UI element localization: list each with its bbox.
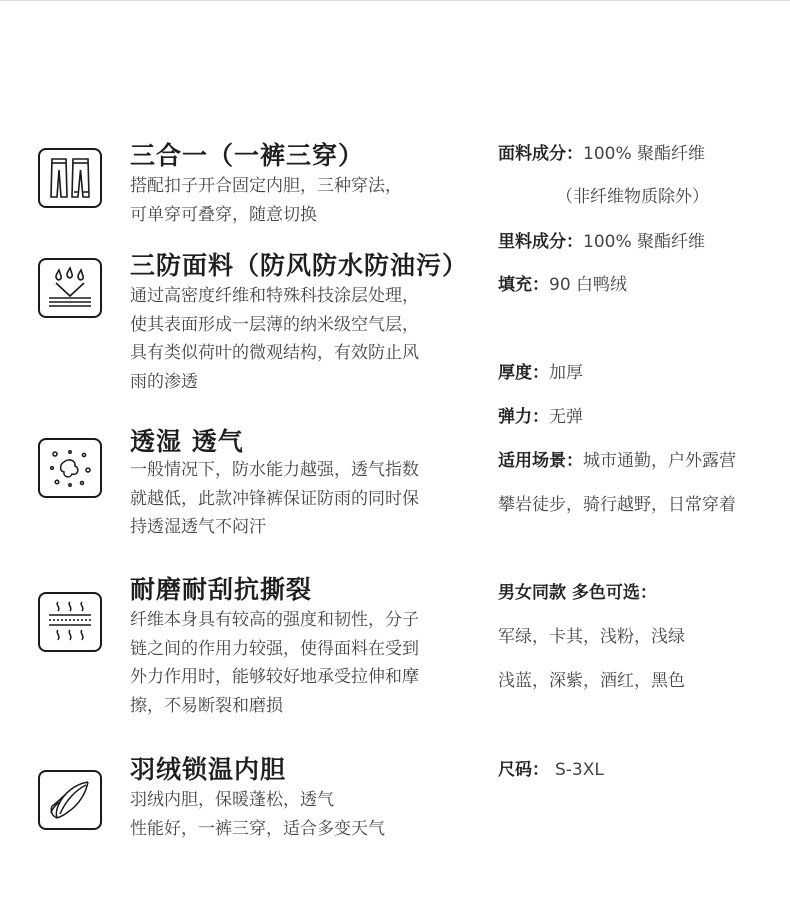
- feature-description: [130, 606, 470, 720]
- wear-resistant-icon: [38, 592, 102, 652]
- top-divider: [0, 0, 790, 1]
- feature-title: 羽绒锁温内胆: [130, 755, 287, 784]
- spec-value: 城市通勤，户外露营: [583, 451, 736, 471]
- spec-size: [498, 755, 604, 780]
- spec-scene: [498, 446, 736, 471]
- pants-icon: [38, 148, 102, 208]
- feature-description: [130, 282, 470, 396]
- feature-title: 三防面料（防风防水防油污）: [130, 251, 469, 280]
- desc-line: 使其表面形成一层薄的纳米级空气层，: [130, 314, 419, 335]
- desc-line: 搭配扣子开合固定内胆，三种穿法，: [130, 176, 402, 196]
- breathable-icon: [38, 438, 102, 498]
- waterproof-icon: [38, 258, 102, 318]
- spec-value: 100% 聚酯纤维: [583, 144, 706, 164]
- spec-label: 适用场景：: [498, 451, 583, 471]
- feature-title: 透湿 透气: [130, 427, 244, 456]
- feature-description: [130, 172, 470, 229]
- desc-line: 雨的渗透: [130, 371, 198, 392]
- desc-line: 可单穿可叠穿，随意切换: [130, 204, 317, 225]
- spec-lining: [498, 227, 705, 252]
- desc-line: 性能好，一裤三穿，适合多变天气: [130, 818, 385, 839]
- spec-label: 填充：: [498, 275, 549, 295]
- spec-fabric-note: （非纤维物质除外）: [556, 187, 709, 207]
- spec-label: 尺码：: [498, 760, 549, 780]
- desc-line: 持透湿透气不闷汗: [130, 517, 266, 537]
- feature-title: 耐磨耐刮抗撕裂: [130, 575, 313, 604]
- desc-line: 羽绒内胆，保暖蓬松，透气: [130, 790, 334, 810]
- feature-description: [130, 456, 470, 542]
- spec-elasticity: [498, 402, 583, 427]
- spec-colors-line1: 军绿，卡其，浅粉，浅绿: [498, 627, 685, 647]
- desc-line: 外力作用时，能够较好地承受拉伸和摩: [130, 667, 419, 687]
- spec-colors-label: [498, 578, 657, 603]
- feature-title: 三合一（一裤三穿）: [130, 141, 365, 170]
- spec-label: 厚度：: [498, 363, 549, 383]
- feather-icon: [38, 770, 102, 830]
- feature-description: [130, 786, 470, 843]
- desc-line: 链之间的作用力较强，使得面料在受到: [130, 638, 419, 659]
- desc-line: 通过高密度纤维和特殊科技涂层处理，: [130, 286, 419, 306]
- spec-value: S-3XL: [555, 760, 604, 780]
- spec-thickness: [498, 358, 583, 383]
- spec-label: 男女同款 多色可选：: [498, 583, 657, 603]
- desc-line: 一般情况下，防水能力越强，透气指数: [130, 460, 419, 480]
- spec-scene-line2: 攀岩徒步，骑行越野，日常穿着: [498, 495, 736, 515]
- desc-line: 就越低，此款冲锋裤保证防雨的同时保: [130, 488, 419, 509]
- spec-value: 加厚: [549, 363, 583, 383]
- desc-line: 具有类似荷叶的微观结构，有效防止风: [130, 343, 419, 363]
- desc-line: 擦，不易断裂和磨损: [130, 695, 283, 716]
- spec-label: 面料成分：: [498, 144, 583, 164]
- spec-colors-line2: 浅蓝，深紫，酒红，黑色: [498, 671, 685, 691]
- spec-label: 弹力：: [498, 407, 549, 427]
- spec-value: 100% 聚酯纤维: [583, 232, 706, 252]
- spec-filling: [498, 270, 627, 295]
- spec-label: 里料成分：: [498, 232, 583, 252]
- spec-value: 90 白鸭绒: [549, 275, 628, 295]
- spec-value: 无弹: [549, 407, 583, 427]
- desc-line: 纤维本身具有较高的强度和韧性，分子: [130, 610, 419, 630]
- spec-fabric: [498, 139, 705, 164]
